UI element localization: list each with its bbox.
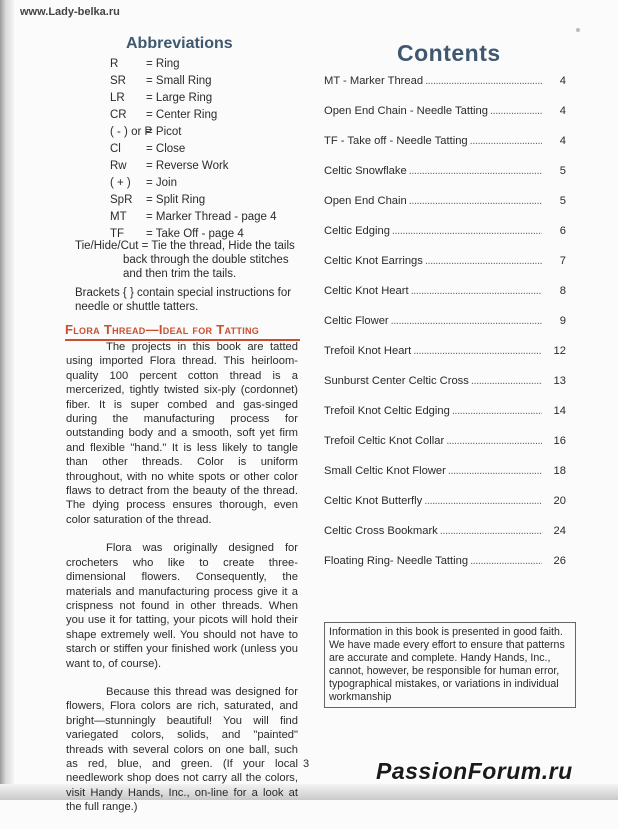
toc-entry-page: 6: [559, 225, 566, 237]
abbreviation-item: [110, 141, 277, 158]
toc-entry-page: 4: [559, 105, 566, 117]
toc-entry: [324, 306, 566, 336]
toc-entry: [324, 96, 566, 126]
toc-leader: [440, 516, 542, 546]
site-url-watermark: www.Lady-belka.ru: [20, 6, 120, 18]
abbreviation-item: [110, 192, 277, 209]
toc-leader: [409, 156, 542, 186]
toc-entry: [324, 546, 566, 576]
tie-hide-cut-note: [75, 239, 305, 281]
toc-leader: [470, 126, 542, 156]
toc-entry-title: Floating Ring- Needle Tatting: [324, 555, 469, 567]
flora-paragraph: Because this thread was designed for flowers, Flora colors are rich, saturated, and bright—stunningly beautiful! You will find variegated colors, solids, and "painted" threads with several colors on one ball, such as red, blue, and green. (If your local needlework shop does not carry all the colors, visit Handy Hands, Inc., on-line for a look at the full range.): [66, 685, 298, 814]
contents-title: Contents: [397, 40, 501, 66]
brackets-note: [75, 286, 305, 314]
toc-leader: [411, 276, 542, 306]
abbreviation-desc: = Reverse Work: [146, 160, 229, 172]
abbreviation-item: [110, 56, 277, 73]
abbreviation-code: SR: [110, 75, 126, 87]
scan-speck: [576, 28, 580, 32]
toc-entry-title: Celtic Snowflake: [324, 165, 407, 177]
toc-entry: [324, 216, 566, 246]
toc-entry-page: 8: [559, 285, 566, 297]
disclaimer-box: Information in this book is presented in good faith. We have made every effort to ensure that patterns are accurate and complete. Handy Hands, Inc., cannot, however, be responsible for human error, typographical mistakes, or variations in individual workmanship: [324, 622, 576, 708]
toc-entry-title: Open End Chain: [324, 195, 407, 207]
toc-leader: [424, 486, 542, 516]
toc-entry-page: 26: [553, 555, 566, 567]
toc-entry-title: Trefoil Celtic Knot Collar: [324, 435, 445, 447]
abbreviation-item: [110, 73, 277, 90]
flora-heading: [65, 321, 300, 341]
abbreviation-code: LR: [110, 92, 125, 104]
abbreviation-code: SpR: [110, 194, 133, 206]
flora-heading-text: Flora Thread—Ideal for Tatting: [65, 322, 260, 337]
abbreviation-item: [110, 124, 277, 141]
toc-leader: [425, 246, 542, 276]
toc-entry: [324, 126, 566, 156]
abbreviation-item: [110, 107, 277, 124]
toc-entry: [324, 66, 566, 96]
abbreviation-desc: = Picot: [146, 126, 182, 138]
toc-entry: [324, 516, 566, 546]
toc-entry-page: 9: [559, 315, 566, 327]
toc-entry-page: 5: [559, 165, 566, 177]
abbreviations-title: Abbreviations: [126, 35, 233, 52]
toc-entry-page: 18: [553, 465, 566, 477]
toc-leader: [391, 306, 542, 336]
toc-entry-title: Celtic Knot Earrings: [324, 255, 423, 267]
toc-entry-page: 20: [553, 495, 566, 507]
abbreviation-code: R: [110, 58, 119, 70]
brackets-note-line: needle or shuttle tatters.: [75, 301, 199, 313]
abbreviation-code: Rw: [110, 160, 127, 172]
toc-entry: [324, 486, 566, 516]
brackets-note-line: Brackets { } contain special instructions for: [75, 287, 292, 299]
abbreviation-desc: = Center Ring: [146, 109, 218, 121]
abbreviation-desc: = Marker Thread - page 4: [146, 211, 277, 223]
toc-entry: [324, 366, 566, 396]
abbreviation-desc: = Close: [146, 143, 186, 155]
toc-leader: [490, 96, 542, 126]
toc-entry-title: TF - Take off - Needle Tatting: [324, 135, 468, 147]
toc-leader: [471, 366, 542, 396]
abbreviation-desc: = Large Ring: [146, 92, 213, 104]
toc-entry-title: Celtic Knot Butterfly: [324, 495, 423, 507]
toc-entry-title: Celtic Edging: [324, 225, 390, 237]
toc-entry: [324, 186, 566, 216]
toc-entry-page: 4: [559, 135, 566, 147]
flora-paragraph: The projects in this book are tatted using imported Flora thread. This heirloom-quality 100 percent cotton thread is a mercerized, tightly twisted six-ply (cordonnet) fiber. It is super combed and gas-singed during the manufacturing process for outstanding body and a smooth, soft yet firm and flexible "hand." It is less likely to tangle than other threads. Color is uniform throughout, with no white spots or other color flaws to detract from the beauty of the thread. The dying process ensures thorough, even color saturation of the thread.: [66, 341, 298, 526]
abbreviation-desc: = Take Off - page 4: [146, 228, 244, 240]
abbreviation-desc: = Split Ring: [146, 194, 206, 206]
abbreviation-code: TF: [110, 228, 125, 240]
tie-note-line: Tie/Hide/Cut = Tie the thread, Hide the tails: [75, 240, 295, 252]
tie-note-line: and then trim the tails.: [123, 268, 237, 280]
abbreviation-code: ( + ): [110, 177, 131, 189]
toc-leader: [446, 426, 542, 456]
toc-entry: [324, 456, 566, 486]
abbreviation-code: Cl: [110, 143, 121, 155]
toc-entry-page: 12: [553, 345, 566, 357]
toc-entry-title: Small Celtic Knot Flower: [324, 465, 446, 477]
flora-body: [66, 340, 298, 829]
forum-watermark: PassionForum.ru: [376, 758, 573, 784]
toc-entry-page: 13: [553, 375, 566, 387]
abbreviation-desc: = Join: [146, 177, 178, 189]
toc-leader: [413, 336, 542, 366]
abbreviation-item: [110, 90, 277, 107]
page-number: 3: [303, 758, 310, 770]
toc-entry-page: 24: [553, 525, 566, 537]
abbreviation-code: ( - ) or P: [110, 126, 153, 138]
toc-leader: [425, 66, 542, 96]
toc-entry-title: Celtic Knot Heart: [324, 285, 409, 297]
toc-entry-title: MT - Marker Thread: [324, 75, 424, 87]
toc-leader: [448, 456, 542, 486]
toc-entry-title: Trefoil Knot Celtic Edging: [324, 405, 450, 417]
abbreviation-desc: = Ring: [146, 58, 180, 70]
toc-leader: [392, 216, 542, 246]
abbreviations-list: [110, 56, 277, 243]
abbreviation-desc: = Small Ring: [146, 75, 212, 87]
abbreviation-item: [110, 158, 277, 175]
toc-entry: [324, 426, 566, 456]
toc-entry-page: 14: [553, 405, 566, 417]
toc-leader: [452, 396, 542, 426]
toc-entry-page: 4: [559, 75, 566, 87]
toc-leader: [409, 186, 542, 216]
toc-entry-title: Celtic Cross Bookmark: [324, 525, 438, 537]
toc-entry-page: 16: [553, 435, 566, 447]
toc-entry: [324, 276, 566, 306]
tie-note-line: back through the double stitches: [123, 254, 289, 266]
toc-entry: [324, 396, 566, 426]
abbreviation-code: MT: [110, 211, 127, 223]
toc-leader: [470, 546, 542, 576]
table-of-contents: [324, 66, 566, 576]
toc-entry-title: Celtic Flower: [324, 315, 389, 327]
flora-paragraph: Flora was originally designed for crocheters who like to create three-dimensional flowers. Consequently, the materials and manufacturing process give it a crispness not found in other threads. When you use it for tatting, your picots will hold their shape extremely well. You should not have to starch or stiffen your finished work (unless you want to, of course).: [66, 542, 298, 670]
toc-entry: [324, 336, 566, 366]
abbreviation-code: CR: [110, 109, 127, 121]
abbreviation-item: [110, 209, 277, 226]
toc-entry: [324, 246, 566, 276]
abbreviation-item: [110, 175, 277, 192]
toc-entry-title: Trefoil Knot Heart: [324, 345, 412, 357]
toc-entry-title: Sunburst Center Celtic Cross: [324, 375, 469, 387]
toc-entry-title: Open End Chain - Needle Tatting: [324, 105, 488, 117]
toc-entry: [324, 156, 566, 186]
toc-entry-page: 7: [559, 255, 566, 267]
toc-entry-page: 5: [559, 195, 566, 207]
page-edge-shadow: [0, 0, 14, 800]
